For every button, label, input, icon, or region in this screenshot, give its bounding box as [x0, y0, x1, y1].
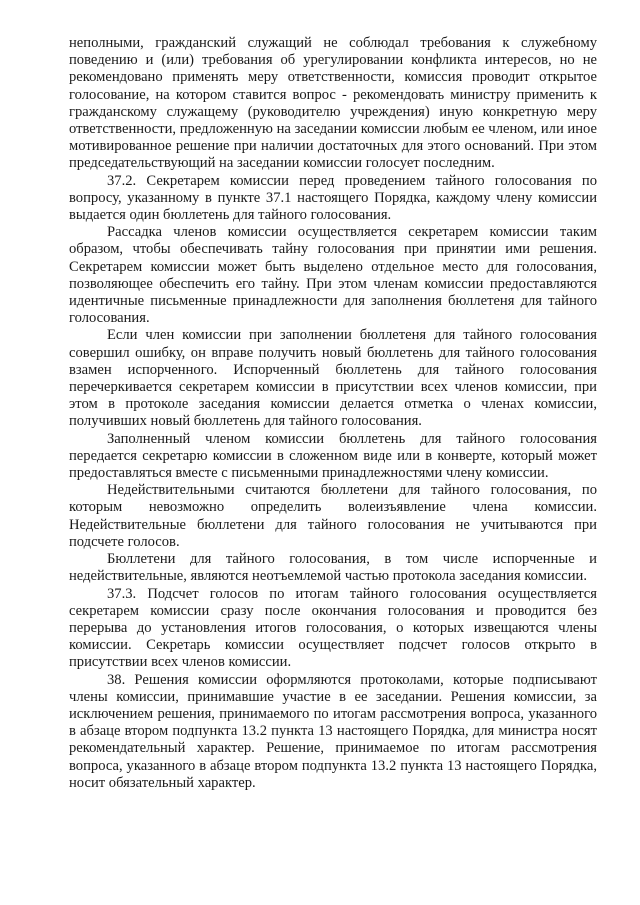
document-body — [69, 35, 597, 792]
paragraph-2: 37.2. Секретарем комиссии перед проведением тайного голосования по вопросу, указанному в пункте 37.1 настоящего Порядка, каждому члену комиссии выдается один бюллетень для тайного голосования. — [69, 172, 597, 224]
paragraph-5: Заполненный членом комиссии бюллетень для тайного голосования передается секретарю комиссии в сложенном виде или в конверте, который может предоставляться вместе с письменными принадлежностями члену комиссии. — [69, 430, 597, 482]
paragraph-7: Бюллетени для тайного голосования, в том числе испорченные и недействительные, являются неотъемлемой частью протокола заседания комиссии. — [69, 551, 597, 585]
paragraph-1: неполными, гражданский служащий не соблюдал требования к служебному поведению и (или) требования об урегулировании конфликта интересов, но не рекомендовано применять меру ответственности, комиссия проводит открытое голосование, на котором ставится вопрос - рекомендовать министру применить к гражданскому служащему (руководителю учреждения) иную конкретную меру ответственности, предложенную на заседании комиссии любым ее членом, или иное мотивированное решение при наличии достаточных для этого оснований. При этом председательствующий на заседании комиссии голосует последним. — [69, 35, 597, 172]
paragraph-4: Если член комиссии при заполнении бюллетеня для тайного голосования совершил ошибку, он вправе получить новый бюллетень для тайного голосования взамен испорченного. Испорченный бюллетень для тайного голосования перечеркивается секретарем комиссии в присутствии всех членов комиссии, при этом в протоколе заседания комиссии делается отметка о членах комиссии, получивших новый бюллетень для тайного голосования. — [69, 327, 597, 430]
paragraph-3: Рассадка членов комиссии осуществляется секретарем комиссии таким образом, чтобы обеспечивать тайну голосования при принятии ими решения. Секретарем комиссии может быть выделено отдельное место для голосования, позволяющее обеспечить его тайну. При этом членам комиссии предоставляются идентичные письменные принадлежности для заполнения бюллетеня для тайного голосования. — [69, 224, 597, 327]
paragraph-6: Недействительными считаются бюллетени для тайного голосования, по которым невозможно определить волеизъявление члена комиссии. Недействительные бюллетени для тайного голосования не учитываются при подсчете голосов. — [69, 482, 597, 550]
paragraph-9: 38. Решения комиссии оформляются протоколами, которые подписывают члены комиссии, принимавшие участие в ее заседании. Решения комиссии, за исключением решения, принимаемого по итогам рассмотрения вопроса, указанного в абзаце втором подпункта 13.2 пункта 13 настоящего Порядка, для министра носят рекомендательный характер. Решение, принимаемое по итогам рассмотрения вопроса, указанного в абзаце втором подпункта 13.2 пункта 13 настоящего Порядка, носит обязательный характер. — [69, 671, 597, 791]
paragraph-8: 37.3. Подсчет голосов по итогам тайного голосования осуществляется секретарем комиссии сразу после окончания голосования и проводится без перерыва до установления итогов голосования, о которых извещаются члены комиссии. Секретарь комиссии осуществляет подсчет голосов открыто в присутствии всех членов комиссии. — [69, 585, 597, 671]
